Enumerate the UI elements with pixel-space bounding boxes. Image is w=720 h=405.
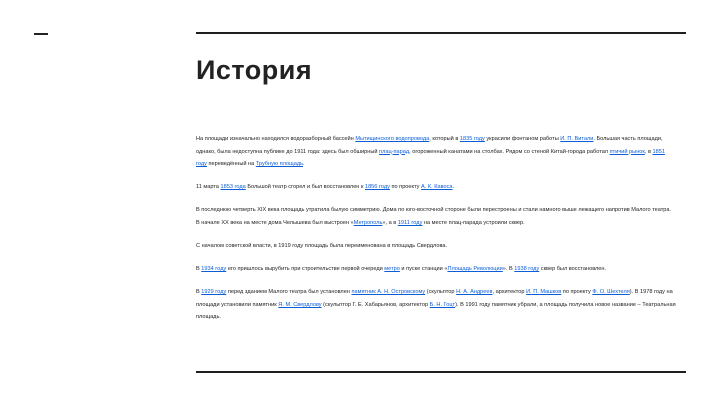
inline-link[interactable]: 1938 году <box>514 266 540 273</box>
text-run: В <box>196 266 202 273</box>
text-run: . <box>452 184 455 191</box>
inline-link[interactable]: И. П. Машков <box>526 289 562 296</box>
corner-dash <box>34 33 48 35</box>
slide-body <box>196 133 676 335</box>
text-run: , огороженный канатами на столбах. Рядом со стеной Китай-города работал <box>409 148 610 155</box>
inline-link[interactable]: 1929 году <box>201 289 227 296</box>
text-run: В последнюю четверть XIX века площадь утратила былую симметрию. Дома по юго-восточной стороне были перестроены и стали намного выше лежащего напротив Малого театра. В начале XX века на месте дома Челышева был выстроен « <box>196 207 672 226</box>
text-run: переведённый на <box>206 161 256 168</box>
text-run: по проекту <box>561 289 593 296</box>
text-run: на месте плац-парада устроили сквер. <box>422 219 525 226</box>
inline-link[interactable]: Площадь Революции <box>447 266 503 273</box>
text-run: , архитектор <box>492 289 527 296</box>
inline-link[interactable]: птичий рынок <box>609 148 645 155</box>
inline-link[interactable]: плац-парад <box>379 148 410 155</box>
inline-link[interactable]: 1856 году <box>364 184 390 191</box>
paragraph-2 <box>196 181 676 194</box>
inline-link[interactable]: 1853 года <box>220 184 246 191</box>
inline-link[interactable]: Метрополь <box>353 219 383 226</box>
slide-title: История <box>196 55 313 85</box>
text-run: , в <box>644 148 653 155</box>
text-run: (скульптор <box>425 289 457 296</box>
text-run: . <box>303 161 305 168</box>
paragraph-3 <box>196 204 676 229</box>
text-run: ). В 1991 году памятник убрали, а площадь получила новое название – Театральная площадь. <box>196 301 676 321</box>
text-run: украсили фонтаном работы <box>484 136 561 142</box>
paragraph-1 <box>196 133 676 171</box>
paragraph-5 <box>196 263 676 276</box>
inline-link[interactable]: Трубную площадь <box>255 161 304 168</box>
text-run: и пуске станции « <box>399 266 448 273</box>
text-run: перед зданием Малого театра был установлен <box>226 289 352 296</box>
text-run: , который в <box>429 136 460 142</box>
text-run: ). В 1978 году на площади установили памятник <box>196 289 673 308</box>
text-run: В <box>196 289 202 296</box>
text-run: ». В <box>502 266 515 273</box>
inline-link[interactable]: И. П. Витали <box>560 136 594 142</box>
text-run: 11 марта <box>196 184 221 191</box>
text-run: На площади изначально находился водоразборный бассейн <box>196 136 356 142</box>
inline-link[interactable]: Я. М. Свердлову <box>278 301 322 308</box>
inline-link[interactable]: 1835 году <box>459 136 485 142</box>
inline-link[interactable]: Б. Н. Гоцт <box>429 301 456 308</box>
text-run: С началом советской власти, в 1919 году площадь была переименована в площадь Свердлова. <box>196 243 448 250</box>
inline-link[interactable]: метро <box>384 266 400 273</box>
inline-link[interactable]: памятник А. Н. Островскому <box>351 289 426 296</box>
inline-link[interactable]: Н. А. Андреев <box>456 289 493 296</box>
text-run: его пришлось вырубить при строительстве первой очереди <box>226 266 385 273</box>
inline-link[interactable]: 1911 году <box>397 219 423 226</box>
text-run: Большой театр сгорел и был восстановлен к <box>245 184 365 191</box>
inline-link[interactable]: 1934 году <box>201 266 227 273</box>
text-run: . Большая часть площади, однако, была недоступна публике до 1911 года: здесь был обширный <box>196 136 663 155</box>
inline-link[interactable]: Ф. О. Шехтеля <box>592 289 630 296</box>
top-rule <box>196 32 686 34</box>
text-run: », а в <box>382 219 398 226</box>
inline-link[interactable]: 1851 году <box>196 148 665 168</box>
paragraph-6 <box>196 286 676 324</box>
inline-link[interactable]: А. К. Кавоса <box>421 184 453 191</box>
text-run: (скульптор Г. Е. Хабарьянов, архитектор <box>321 301 430 308</box>
bottom-rule <box>196 371 686 373</box>
text-run: по проекту <box>389 184 422 191</box>
inline-link[interactable]: Мытищинского водопровода <box>355 136 430 142</box>
paragraph-4 <box>196 240 676 253</box>
text-run: сквер был восстановлен. <box>539 266 607 273</box>
